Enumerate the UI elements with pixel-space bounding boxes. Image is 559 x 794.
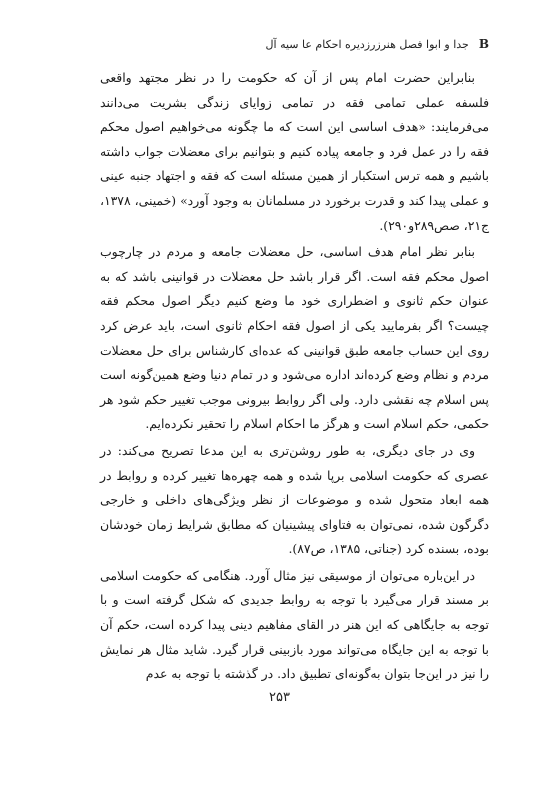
page-number: ۲۵۳ <box>269 690 290 705</box>
paragraph-4: در این‌باره می‌توان از موسیقی نیز مثال آورد. هنگامی که حکومت اسلامی بر مسند قرار می‌گیرد با توجه به روابط جدیدی که شکل گرفته است و با توجه به جایگاهی که این هنر در القای مفاهیم دینی پیدا کرده است، حکم آن با توجه به این جایگاه می‌تواند مورد بازبینی قرار گیرد. شاید مثال هر نمایش را نیز در این‌جا بتوان به‌گونه‌ای تطبیق داد. در گذشته با توجه به عدم <box>100 567 489 682</box>
paragraph-2: بنابر نظر امام هدف اساسی، حل معضلات جامعه و مردم در چارچوب اصول محکم فقه است. اگر قرار باشد حل معضلات در قوانینی باشد که به عنوان حکم ثانوی و اضطراری خود ما وضع کنیم دیگر اصول محکم فقه چیست؟ اگر بفرمایید یکی از اصول فقه احکام ثانوی است، باید عرض کرد روی این حساب جامعه طبق قوانینی که عده‌ای کارشناس برای حل معضلات مردم و نظام وضع کرده‌اند اداره می‌شود و در تمام دنیا وضع همین‌گونه است پس اسلام چه نقشی دارد. ولی اگر روابط بیرونی موجب تغییر حکم شود هر حکمی، حکم اسلام است و هرگز ما احکام اسلام را تحقیر نکرده‌ایم. <box>100 244 489 432</box>
body-text <box>100 66 489 687</box>
header-marker: B <box>478 37 489 51</box>
running-header <box>100 34 489 54</box>
running-title: جدا و ابوا فصل هنرزرزدیره احکام عا سیه آل <box>265 37 469 51</box>
paragraph-1: بنابراین حضرت امام پس از آن که حکومت را در نظر مجتهد واقعی فلسفه عملی تمامی فقه در تمامی زوایای زندگی بشریت می‌دانند می‌فرمایند: «هدف اساسی این است که ما چگونه می‌خواهیم اصول محکم فقه را در عمل فرد و جامعه پیاده کنیم و بتوانیم برای معضلات جواب داشته باشیم و همه ترس استکبار از همین مسئله است که فقه و اجتهاد جنبه عینی و عملی پیدا کند و قدرت برخورد در مسلمانان به وجود آورد» (خمینی، ۱۳۷۸، ج۲۱، صص۲۸۹و۲۹۰). <box>100 70 489 233</box>
paragraph-3: وی در جای دیگری، به طور روشن‌تری به این مدعا تصریح می‌کند: در عصری که حکومت اسلامی برپا شده و همه چهره‌ها تغییر کرده و روابط در همه ابعاد متحول شده و موضوعات از نظر ویژگی‌های داخلی و خارجی دگرگون شده، نمی‌توان به فتاوای پیشینیان که مطابق شرایط زمان خودشان بوده، بسنده کرد (جناتی، ۱۳۸۵، ص۸۷). <box>100 442 489 557</box>
